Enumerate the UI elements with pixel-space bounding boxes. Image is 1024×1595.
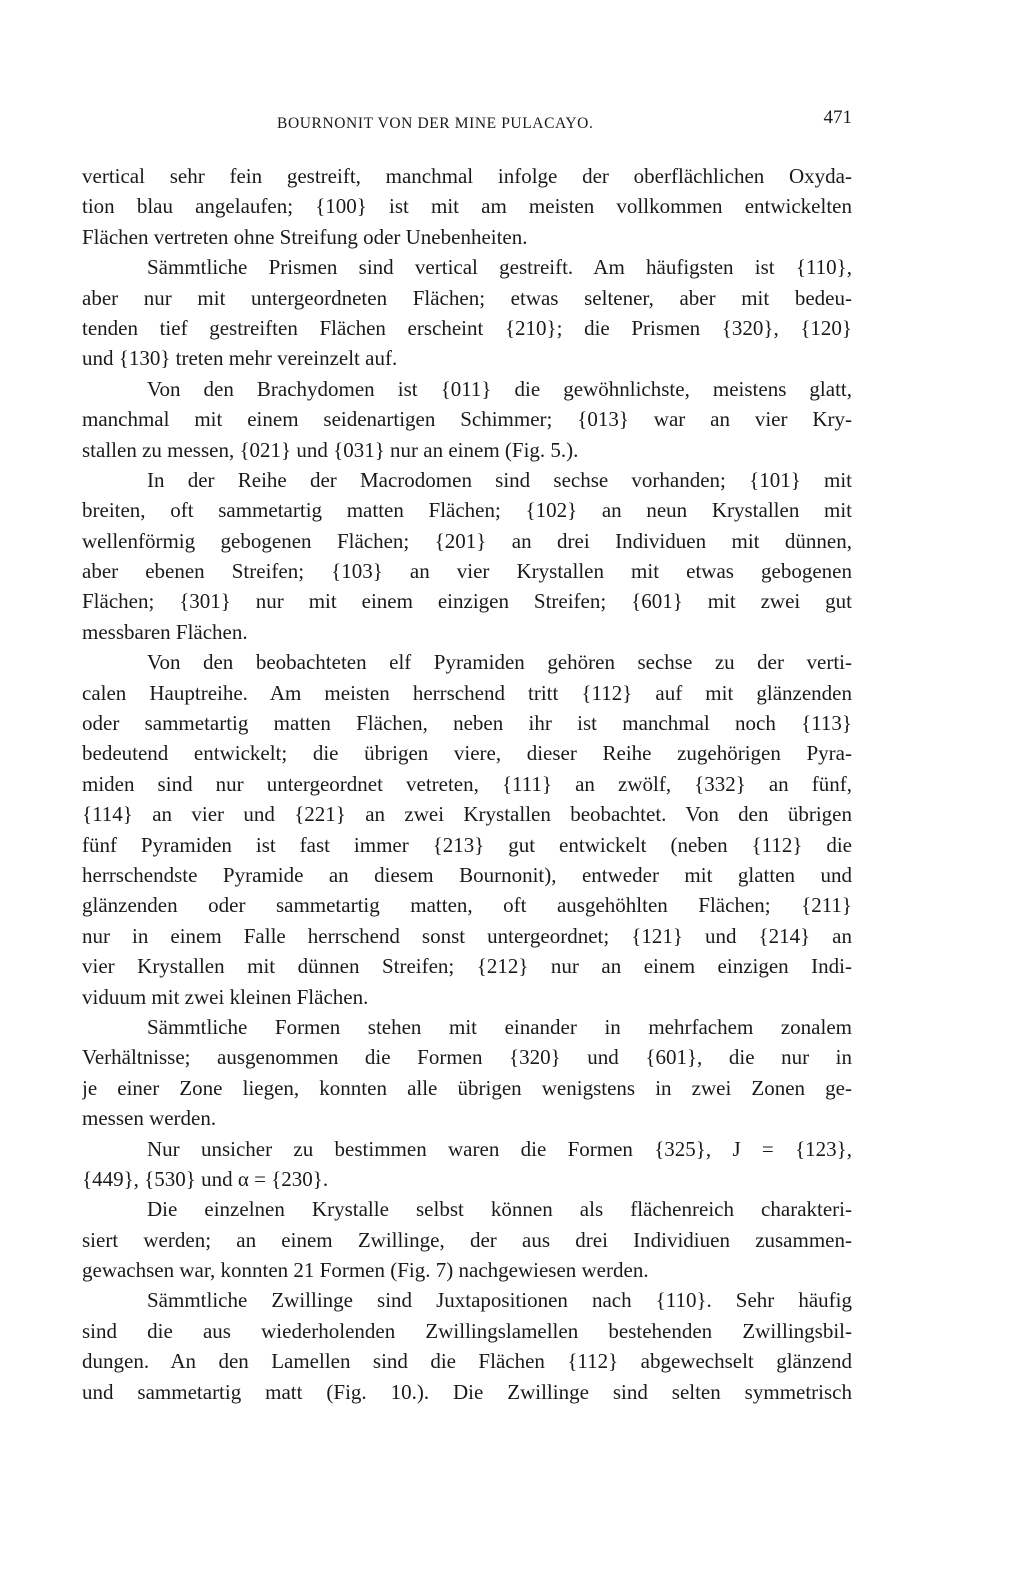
text-line: {114} an vier und {221} an zwei Krystallen beobachtet. Von den übrigen	[82, 802, 852, 827]
body-text	[82, 161, 852, 1407]
text-line: stallen zu messen, {021} und {031} nur an einem (Fig. 5.).	[82, 437, 579, 462]
running-title: BOURNONIT VON DER MINE PULACAYO.	[277, 115, 594, 132]
text-line: und {130} treten mehr vereinzelt auf.	[82, 346, 398, 371]
text-line: aber nur mit untergeordneten Flächen; etwas seltener, aber mit bedeu-	[82, 285, 852, 310]
text-line: Sämmtliche Zwillinge sind Juxtapositionen nach {110}. Sehr häufig	[147, 1288, 852, 1313]
text-line: gewachsen war, konnten 21 Formen (Fig. 7) nachgewiesen werden.	[82, 1258, 649, 1283]
text-line: Von den Brachydomen ist {011} die gewöhnlichste, meistens glatt,	[147, 376, 852, 401]
text-line: messbaren Flächen.	[82, 619, 248, 644]
text-line: In der Reihe der Macrodomen sind sechse vorhanden; {101} mit	[147, 467, 852, 492]
text-line: calen Hauptreihe. Am meisten herrschend tritt {112} auf mit glänzenden	[82, 680, 852, 705]
text-line: wellenförmig gebogenen Flächen; {201} an drei Individuen mit dünnen,	[82, 528, 852, 553]
text-line: aber ebenen Streifen; {103} an vier Krystallen mit etwas gebogenen	[82, 559, 852, 584]
text-line: Verhältnisse; ausgenommen die Formen {320} und {601}, die nur in	[82, 1045, 852, 1070]
text-line: Sämmtliche Prismen sind vertical gestreift. Am häufigsten ist {110},	[147, 255, 852, 280]
text-line: vertical sehr fein gestreift, manchmal infolge der oberflächlichen Oxyda-	[82, 164, 852, 188]
text-line: {449}, {530} und α = {230}.	[82, 1166, 329, 1191]
text-line: Die einzelnen Krystalle selbst können als flächenreich charakteri-	[147, 1197, 852, 1222]
text-line: dungen. An den Lamellen sind die Flächen {112} abgewechselt glänzend	[82, 1349, 852, 1374]
text-line: glänzenden oder sammetartig matten, oft ausgehöhlten Flächen; {211}	[82, 893, 852, 918]
text-line: siert werden; an einem Zwillinge, der aus drei Individiuen zusammen-	[82, 1227, 852, 1252]
text-line: bedeutend entwickelt; die übrigen viere, dieser Reihe zugehörigen Pyra-	[82, 741, 852, 766]
text-line: nur in einem Falle herrschend sonst untergeordnet; {121} und {214} an	[82, 923, 852, 948]
text-line: tion blau angelaufen; {100} ist mit am meisten vollkommen entwickelten	[82, 194, 852, 219]
text-line: breiten, oft sammetartig matten Flächen; {102} an neun Krystallen mit	[82, 498, 852, 523]
text-line: Nur unsicher zu bestimmen waren die Formen {325}, J = {123},	[147, 1136, 852, 1161]
text-line: und sammetartig matt (Fig. 10.). Die Zwillinge sind selten symmetrisch	[82, 1379, 852, 1404]
text-line: herrschendste Pyramide an diesem Bournonit), entweder mit glatten und	[82, 862, 852, 887]
text-line: oder sammetartig matten Flächen, neben ihr ist manchmal noch {113}	[82, 711, 852, 736]
text-line: fünf Pyramiden ist fast immer {213} gut entwickelt (neben {112} die	[82, 832, 852, 857]
text-line: manchmal mit einem seidenartigen Schimmer; {013} war an vier Kry-	[82, 407, 852, 432]
text-line: Flächen; {301} nur mit einem einzigen Streifen; {601} mit zwei gut	[82, 589, 852, 614]
text-line: viduum mit zwei kleinen Flächen.	[82, 984, 369, 1009]
text-line: Sämmtliche Formen stehen mit einander in mehrfachem zonalem	[147, 1014, 852, 1039]
running-head	[82, 107, 852, 136]
text-line: sind die aus wiederholenden Zwillingslamellen bestehenden Zwillingsbil-	[82, 1318, 852, 1343]
text-line: miden sind nur untergeordnet vetreten, {111} an zwölf, {332} an fünf,	[82, 771, 852, 796]
text-line: Flächen vertreten ohne Streifung oder Unebenheiten.	[82, 224, 528, 249]
text-line: messen werden.	[82, 1106, 217, 1131]
text-line: tenden tief gestreiften Flächen erscheint {210}; die Prismen {320}, {120}	[82, 315, 852, 340]
text-line: Von den beobachteten elf Pyramiden gehören sechse zu der verti-	[147, 650, 852, 675]
text-line: vier Krystallen mit dünnen Streifen; {212} nur an einem einzigen Indi-	[82, 954, 852, 979]
page-number: 471	[823, 107, 852, 128]
text-line: je einer Zone liegen, konnten alle übrigen wenigstens in zwei Zonen ge-	[82, 1075, 852, 1100]
